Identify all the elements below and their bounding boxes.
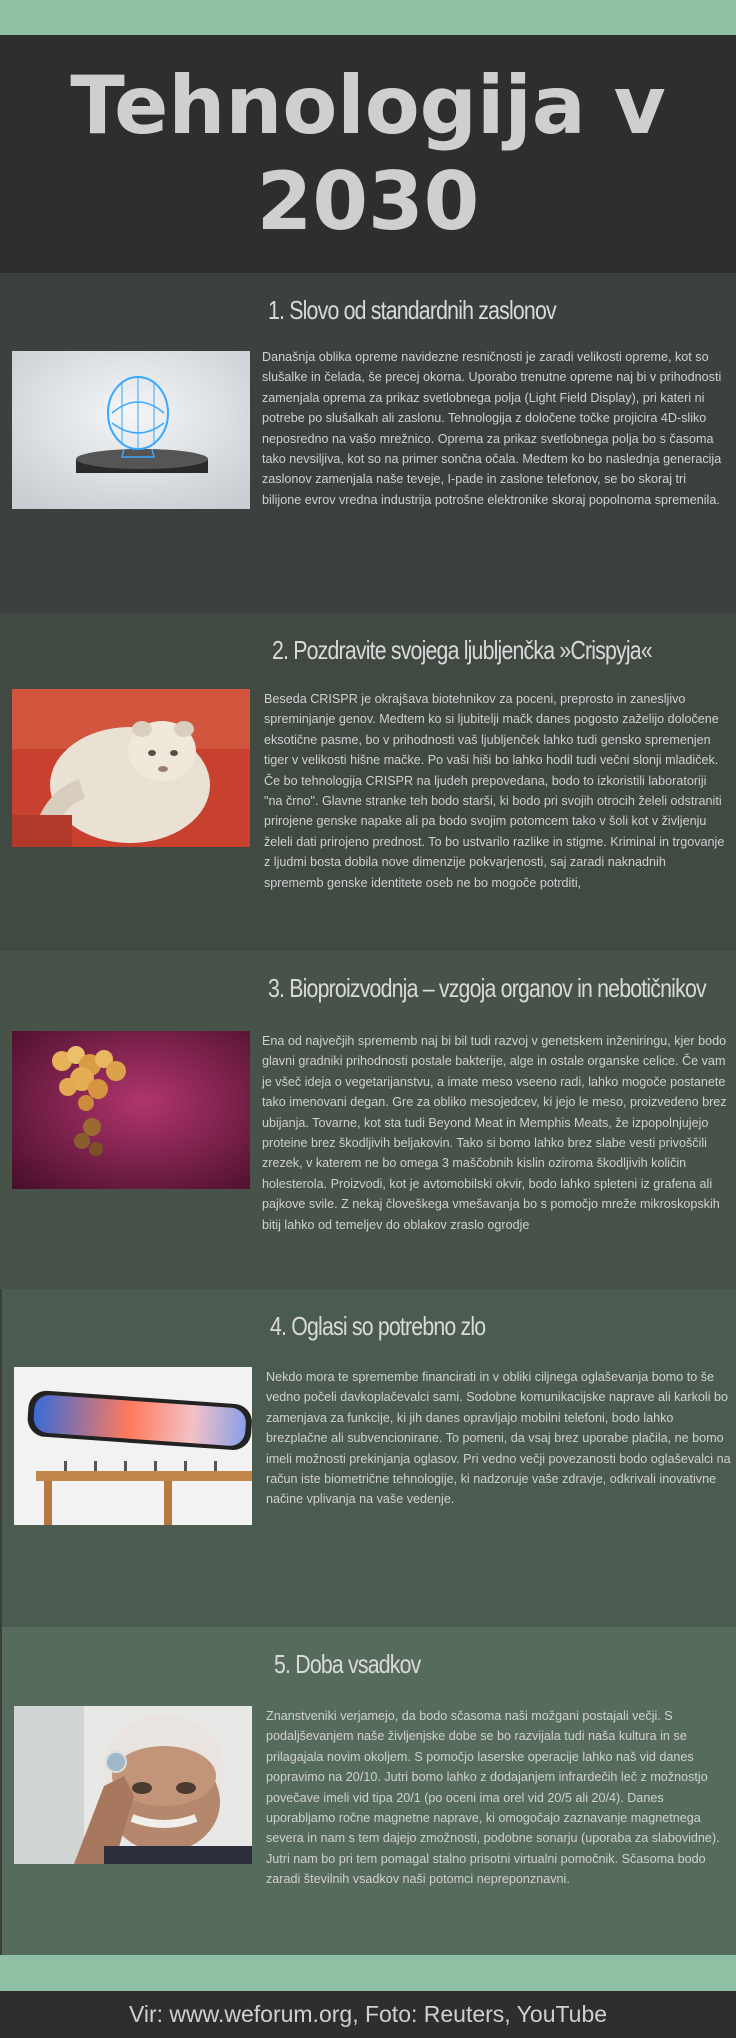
section-body: Znanstveniki verjamejo, da bodo sčasoma naši možgani postajali večji. S podaljševanjem naše življenjske dobe se bo razvijala tudi naša kultura in se prilagajala novim okoljem. S pomočjo laserske operacije lahko naš vid danes popravimo na 20/10. Jutri bomo lahko z dodajanjem infrardečih leč z možnostjo povečave imeli vid tipa 20/1 (po oceni ima orel vid 20/5 ali 20/4). Danes uporabljamo ročne magnetne naprave, ki omogočajo zaznavanje magnetnega severa in nam s tem dajejo zmožnosti, podobne sonarju (uporaba za slabovidne). Jutri nam bo pri tem pomagal stalno prisotni virtualni pomočnik. Sčasoma bodo zaradi številnih vsadkov naši potomci nepreponznavni. bbox=[266, 1709, 720, 1887]
man-with-lens-icon bbox=[14, 1706, 252, 1864]
top-accent-stripe bbox=[0, 0, 736, 35]
section-title: 2. Pozdravite svojega ljubljenčka »Crispyja« bbox=[272, 635, 652, 665]
section-title: 4. Oglasi so potrebno zlo bbox=[270, 1311, 486, 1341]
article-section-displays bbox=[0, 273, 736, 613]
section-title: 5. Doba vsadkov bbox=[274, 1649, 421, 1679]
bottom-accent-stripe bbox=[0, 1955, 736, 1991]
section-body: Ena od največjih sprememb naj bi bil tudi razvoj v genetskem inženiringu, kjer bodo glavni gradniki prihodnosti postale bakterije, alge in ostale organske celice. Če vam je všeč ideja o vegetarijanstvu, a imate meso vseeno radi, lahko mogoče postanete tako imenovani degan. Gre za obliko mesojedcev, ki jejo le meso, proizvedeno brez ubijanja. Tovarne, kot sta tudi Beyond Meat in Memphis Meats, že izpopolnjujejo proteine brez škodljivih beljakovin. Tako si bomo lahko brez slabe vesti privoščili zrezek, v katerem ne bo omega 3 maščobnih kislin oziroma škodljivih količin holesterola. Proizvodi, kot je avtomobilski okvir, bodo lahko spleteni iz grafena ali pajkove svile. Z nekaj človeškega vmešavanja bo s pomočjo mreže mikroskopskih bitij lahko od temeljev do oblakov zraslo ogrodje bbox=[262, 1034, 727, 1232]
smartphone-icon bbox=[14, 1367, 252, 1525]
source-credits: Vir: www.weforum.org, Foto: Reuters, YouTube bbox=[128, 2001, 608, 2027]
section-body: Nekdo mora te spremembe financirati in v obliki ciljnega oglaševanja bomo to še vedno počeli davkoplačevalci sami. Sodobne komunikacijske naprave ali karkoli bo zamenjava za funkcije, ki jih danes opravljajo mobilni telefoni, bodo lahko brezplačne ali subvencionirane. To pomeni, da vsaj brez uporabe plačila, ne bomo imeli možnosti prekinjanja oglasov. Pri vedno večji povezanosti bodo oglaševalci na račun iste biometrične tehnologije, ki nadzoruje vaše zdravje, odkrivali inovativne načine vplivanja na vaše vedenje. bbox=[266, 1370, 731, 1507]
cell-culture-icon bbox=[12, 1031, 250, 1189]
section-body: Beseda CRISPR je okrajšava biotehnikov za poceni, preprosto in zanesljivo spreminjanje genov. Medtem ko si ljubitelji mačk danes pogosto zaželijo določene eksotične pasme, bo v prihodnosti vaš ljubljenček lahko tudi gensko spremenjen tiger v velikosti hišne mačke. Po vaši hiši bo lahko hodil tudi večni slonji mladiček. Če bo tehnologija CRISPR na ljudeh prepovedana, bodo to izkoristili laboratoriji "na črno". Glavne stranke teh bodo starši, ki bodo pri svojih otrocih želeli odstraniti prirojene genske napake ali pa bodo svojim potomcem tako v šoli kot v življenju želeli dati prirojeno prednost. To bo ustvarilo razlike in stigme. Kriminal in trgovanje z ljudmi bosta dobila nove dimenzije pokvarjenosti, saj zaradi naknadnih sprememb genske identitete oseb ne bo mogoče potrditi, bbox=[264, 692, 725, 890]
article-section-bioproduction bbox=[0, 951, 736, 1289]
article-section-crispr bbox=[0, 613, 736, 951]
page-footer bbox=[0, 1991, 736, 2038]
hologram-head-icon bbox=[12, 351, 250, 509]
section-title: 3. Bioproizvodnja – vzgoja organov in nebotičnikov bbox=[268, 973, 706, 1003]
section-title: 1. Slovo od standardnih zaslonov bbox=[268, 295, 556, 325]
lion-cub-icon bbox=[12, 689, 250, 847]
page-header bbox=[0, 35, 736, 273]
section-body: Današnja oblika opreme navidezne resničnosti je zaradi velikosti opreme, kot so slušalke in čelada, še precej okorna. Uporabo trenutne opreme naj bi v prihodnosti zamenjala oprema za prikaz svetlobnega polja (Light Field Display), pri kateri ni potrebe po slušalkah ali zaslonu. Tehnologija z določene točke projicira 4D-sliko neposredno na vašo mrežnico. Oprema za prikaz svetlobnega polja bo s časoma tako nevsiljiva, kot so na primer sončna očala. Medtem ko bo naslednja generacija zaslonov zamenjala naše teveje, I-pade in zaslone telefonov, se bo skoraj tri bilijone evrov vredna industrija potrošne elektronike skoraj popolnoma spremenila. bbox=[262, 350, 722, 507]
article-section-implants bbox=[0, 1627, 736, 1955]
page-title: Tehnologija v 2030 bbox=[70, 59, 666, 248]
article-section-ads bbox=[0, 1289, 736, 1627]
